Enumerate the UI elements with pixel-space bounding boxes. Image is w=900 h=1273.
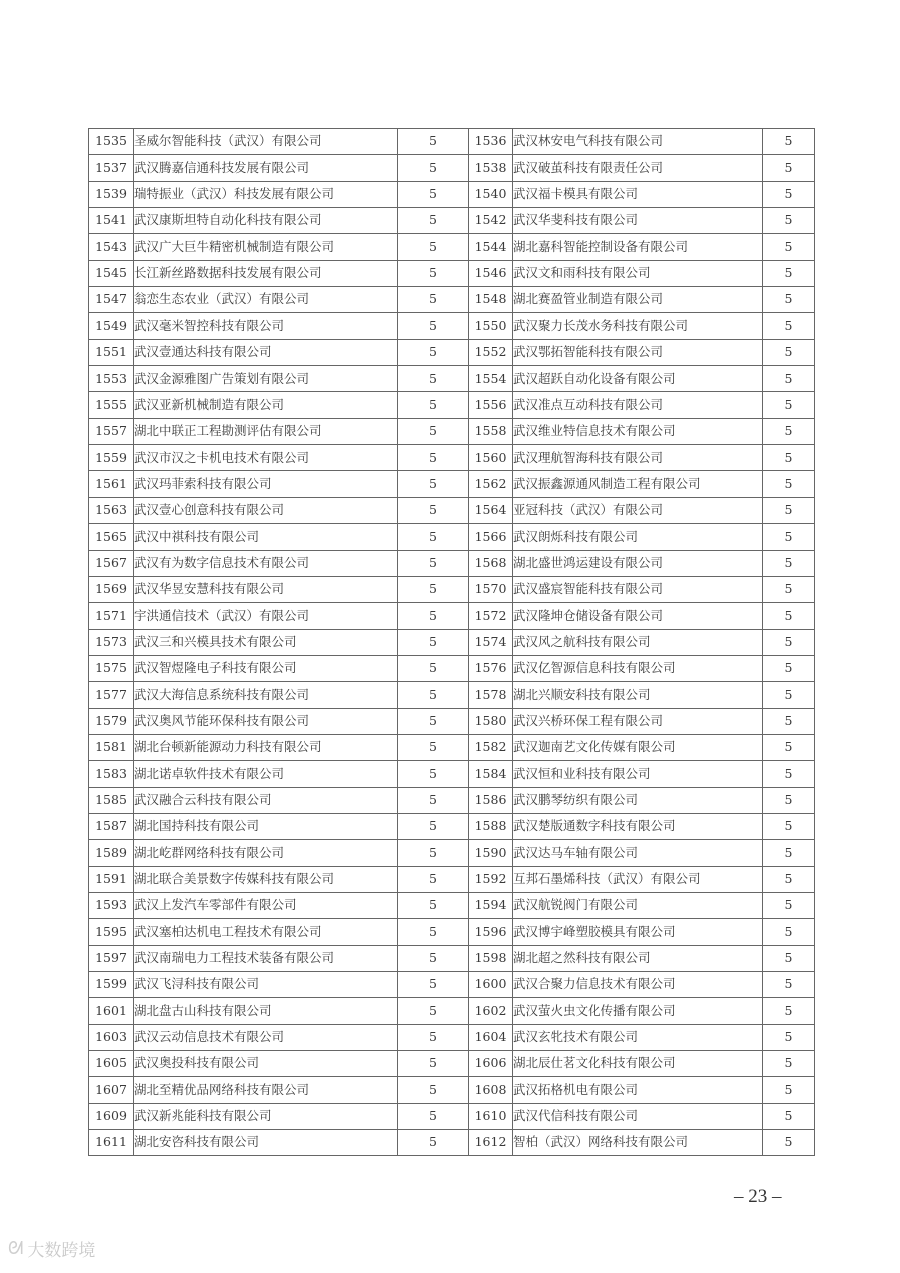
entry-number-right: 1600 [469,972,513,998]
entry-number-right: 1554 [469,366,513,392]
score-right: 5 [763,1130,815,1156]
company-name-left: 武汉康斯坦特自动化科技有限公司 [134,208,398,234]
score-left: 5 [398,734,469,760]
table-row [89,866,815,892]
entry-number-left: 1611 [89,1130,134,1156]
score-left: 5 [398,313,469,339]
entry-number-right: 1584 [469,761,513,787]
company-name-right: 武汉超跃自动化设备有限公司 [513,366,763,392]
entry-number-right: 1612 [469,1130,513,1156]
score-right: 5 [763,576,815,602]
score-right: 5 [763,260,815,286]
score-right: 5 [763,418,815,444]
entry-number-right: 1570 [469,576,513,602]
company-name-right: 武汉理航智海科技有限公司 [513,445,763,471]
entry-number-left: 1549 [89,313,134,339]
table-row [89,260,815,286]
company-name-left: 圣威尔智能科技（武汉）有限公司 [134,129,398,155]
company-name-right: 武汉兴桥环保工程有限公司 [513,708,763,734]
company-name-left: 湖北国持科技有限公司 [134,813,398,839]
company-name-left: 武汉市汉之卡机电技术有限公司 [134,445,398,471]
entry-number-right: 1578 [469,682,513,708]
company-name-right: 武汉玄牝技术有限公司 [513,1024,763,1050]
entry-number-right: 1592 [469,866,513,892]
entry-number-right: 1582 [469,734,513,760]
entry-number-right: 1560 [469,445,513,471]
score-right: 5 [763,392,815,418]
entry-number-right: 1550 [469,313,513,339]
company-name-left: 武汉融合云科技有限公司 [134,787,398,813]
score-right: 5 [763,550,815,576]
score-right: 5 [763,1077,815,1103]
company-name-left: 武汉玛菲索科技有限公司 [134,471,398,497]
score-left: 5 [398,129,469,155]
score-right: 5 [763,313,815,339]
entry-number-left: 1539 [89,181,134,207]
entry-number-right: 1558 [469,418,513,444]
entry-number-left: 1557 [89,418,134,444]
company-name-left: 武汉壹通达科技有限公司 [134,339,398,365]
score-left: 5 [398,550,469,576]
table-row [89,892,815,918]
company-name-left: 湖北至精优品网络科技有限公司 [134,1077,398,1103]
score-left: 5 [398,682,469,708]
entry-number-left: 1543 [89,234,134,260]
score-left: 5 [398,787,469,813]
score-right: 5 [763,682,815,708]
table-row [89,919,815,945]
table-row [89,129,815,155]
score-left: 5 [398,998,469,1024]
table-row [89,313,815,339]
entry-number-left: 1583 [89,761,134,787]
company-name-left: 湖北屹群网络科技有限公司 [134,840,398,866]
entry-number-right: 1594 [469,892,513,918]
score-left: 5 [398,919,469,945]
score-left: 5 [398,471,469,497]
score-left: 5 [398,208,469,234]
entry-number-right: 1604 [469,1024,513,1050]
table-row [89,550,815,576]
score-left: 5 [398,181,469,207]
company-name-right: 湖北辰仕茗文化科技有限公司 [513,1051,763,1077]
table-row [89,840,815,866]
score-left: 5 [398,761,469,787]
table-row [89,234,815,260]
score-left: 5 [398,972,469,998]
entry-number-right: 1566 [469,524,513,550]
company-name-left: 湖北盘古山科技有限公司 [134,998,398,1024]
company-name-right: 湖北赛盈管业制造有限公司 [513,287,763,313]
company-name-left: 武汉奥投科技有限公司 [134,1051,398,1077]
table-row [89,682,815,708]
score-right: 5 [763,366,815,392]
entry-number-left: 1563 [89,497,134,523]
table-row [89,208,815,234]
score-right: 5 [763,629,815,655]
company-name-left: 湖北诺卓软件技术有限公司 [134,761,398,787]
score-right: 5 [763,813,815,839]
entry-number-left: 1595 [89,919,134,945]
company-name-left: 湖北中联正工程勘测评估有限公司 [134,418,398,444]
company-name-right: 武汉维业特信息技术有限公司 [513,418,763,444]
company-name-right: 武汉亿智源信息科技有限公司 [513,655,763,681]
entry-number-left: 1555 [89,392,134,418]
score-left: 5 [398,287,469,313]
score-left: 5 [398,366,469,392]
table-row [89,813,815,839]
score-right: 5 [763,945,815,971]
score-left: 5 [398,418,469,444]
company-name-left: 武汉华昱安慧科技有限公司 [134,576,398,602]
entry-number-left: 1547 [89,287,134,313]
score-left: 5 [398,524,469,550]
score-right: 5 [763,129,815,155]
score-right: 5 [763,655,815,681]
score-left: 5 [398,603,469,629]
company-name-right: 武汉代信科技有限公司 [513,1103,763,1129]
score-left: 5 [398,1024,469,1050]
entry-number-left: 1605 [89,1051,134,1077]
company-name-left: 武汉南瑞电力工程技术装备有限公司 [134,945,398,971]
company-name-left: 湖北联合美景数字传媒科技有限公司 [134,866,398,892]
company-name-left: 武汉三和兴模具技术有限公司 [134,629,398,655]
entry-number-right: 1546 [469,260,513,286]
entry-number-right: 1574 [469,629,513,655]
table-row [89,392,815,418]
company-name-right: 武汉博宇峰塑胶模具有限公司 [513,919,763,945]
company-name-right: 武汉朗烁科技有限公司 [513,524,763,550]
entry-number-left: 1601 [89,998,134,1024]
table-row [89,629,815,655]
table-row [89,418,815,444]
score-left: 5 [398,576,469,602]
company-name-left: 武汉中祺科技有限公司 [134,524,398,550]
score-right: 5 [763,708,815,734]
score-left: 5 [398,1130,469,1156]
entry-number-right: 1610 [469,1103,513,1129]
entry-number-right: 1548 [469,287,513,313]
score-right: 5 [763,208,815,234]
table-row [89,708,815,734]
company-name-right: 武汉破茧科技有限责任公司 [513,155,763,181]
watermark-text: 大数跨境 [27,1241,96,1261]
score-left: 5 [398,629,469,655]
entry-number-left: 1587 [89,813,134,839]
watermark [8,1236,95,1261]
entry-number-right: 1542 [469,208,513,234]
entry-number-left: 1581 [89,734,134,760]
score-right: 5 [763,1051,815,1077]
score-right: 5 [763,181,815,207]
score-right: 5 [763,155,815,181]
score-right: 5 [763,471,815,497]
entry-number-left: 1585 [89,787,134,813]
entry-number-left: 1551 [89,339,134,365]
company-name-right: 武汉迦南艺文化传媒有限公司 [513,734,763,760]
entry-number-left: 1565 [89,524,134,550]
score-left: 5 [398,813,469,839]
table-row [89,787,815,813]
entry-number-left: 1535 [89,129,134,155]
score-left: 5 [398,892,469,918]
entry-number-right: 1602 [469,998,513,1024]
score-right: 5 [763,787,815,813]
table-row [89,1130,815,1156]
company-name-left: 武汉飞浔科技有限公司 [134,972,398,998]
company-name-right: 武汉航锐阀门有限公司 [513,892,763,918]
entry-number-right: 1590 [469,840,513,866]
score-right: 5 [763,734,815,760]
entry-number-right: 1536 [469,129,513,155]
company-name-left: 武汉广大巨牛精密机械制造有限公司 [134,234,398,260]
company-name-right: 湖北盛世鸿运建设有限公司 [513,550,763,576]
entry-number-left: 1559 [89,445,134,471]
score-left: 5 [398,497,469,523]
entry-number-left: 1571 [89,603,134,629]
company-name-right: 武汉盛宸智能科技有限公司 [513,576,763,602]
score-left: 5 [398,866,469,892]
entry-number-left: 1597 [89,945,134,971]
score-right: 5 [763,603,815,629]
table-row [89,497,815,523]
entry-number-right: 1540 [469,181,513,207]
company-name-left: 瑞特振业（武汉）科技发展有限公司 [134,181,398,207]
table-row [89,339,815,365]
score-left: 5 [398,339,469,365]
entry-number-left: 1569 [89,576,134,602]
table-row [89,576,815,602]
entry-number-left: 1561 [89,471,134,497]
company-name-left: 武汉亚新机械制造有限公司 [134,392,398,418]
score-right: 5 [763,866,815,892]
company-name-left: 武汉大海信息系统科技有限公司 [134,682,398,708]
company-name-left: 武汉新兆能科技有限公司 [134,1103,398,1129]
company-name-left: 武汉上发汽车零部件有限公司 [134,892,398,918]
page-number: – 23 – [734,1186,782,1207]
company-name-left: 湖北台顿新能源动力科技有限公司 [134,734,398,760]
score-left: 5 [398,392,469,418]
score-left: 5 [398,155,469,181]
score-left: 5 [398,655,469,681]
company-name-right: 武汉准点互动科技有限公司 [513,392,763,418]
score-right: 5 [763,1103,815,1129]
score-left: 5 [398,234,469,260]
entry-number-left: 1541 [89,208,134,234]
table-row [89,1103,815,1129]
table-row [89,181,815,207]
table-row [89,366,815,392]
entry-number-left: 1591 [89,866,134,892]
score-left: 5 [398,945,469,971]
entry-number-left: 1553 [89,366,134,392]
company-name-right: 武汉聚力长茂水务科技有限公司 [513,313,763,339]
company-name-right: 武汉林安电气科技有限公司 [513,129,763,155]
score-right: 5 [763,1024,815,1050]
company-name-left: 武汉金源雅图广告策划有限公司 [134,366,398,392]
entry-number-right: 1580 [469,708,513,734]
company-name-right: 武汉隆坤仓储设备有限公司 [513,603,763,629]
entry-number-left: 1579 [89,708,134,734]
entry-number-right: 1606 [469,1051,513,1077]
company-name-right: 湖北兴顺安科技有限公司 [513,682,763,708]
score-right: 5 [763,445,815,471]
entry-number-right: 1552 [469,339,513,365]
score-right: 5 [763,892,815,918]
table-row [89,945,815,971]
company-name-right: 湖北嘉科智能控制设备有限公司 [513,234,763,260]
company-name-right: 湖北超之然科技有限公司 [513,945,763,971]
company-name-right: 武汉鹏琴纺织有限公司 [513,787,763,813]
company-name-right: 亚冠科技（武汉）有限公司 [513,497,763,523]
company-list-body [89,129,815,1156]
table-row [89,603,815,629]
company-name-left: 武汉塞柏达机电工程技术有限公司 [134,919,398,945]
table-row [89,734,815,760]
entry-number-right: 1544 [469,234,513,260]
table-row [89,655,815,681]
logo-icon: ᘛ [8,1238,24,1259]
company-name-left: 武汉奥风节能环保科技有限公司 [134,708,398,734]
entry-number-right: 1598 [469,945,513,971]
company-name-left: 宇洪通信技术（武汉）有限公司 [134,603,398,629]
entry-number-right: 1564 [469,497,513,523]
company-name-right: 武汉萤火虫文化传播有限公司 [513,998,763,1024]
company-name-right: 武汉合聚力信息技术有限公司 [513,972,763,998]
table-row [89,1051,815,1077]
entry-number-left: 1609 [89,1103,134,1129]
entry-number-left: 1575 [89,655,134,681]
company-name-right: 武汉风之航科技有限公司 [513,629,763,655]
company-name-left: 武汉有为数字信息技术有限公司 [134,550,398,576]
entry-number-left: 1567 [89,550,134,576]
score-left: 5 [398,445,469,471]
table-row [89,1024,815,1050]
score-left: 5 [398,840,469,866]
score-right: 5 [763,919,815,945]
table-row [89,1077,815,1103]
company-name-left: 湖北安咨科技有限公司 [134,1130,398,1156]
table-row [89,761,815,787]
score-left: 5 [398,1103,469,1129]
company-name-right: 武汉鄂拓智能科技有限公司 [513,339,763,365]
table-row [89,471,815,497]
score-right: 5 [763,524,815,550]
company-name-right: 武汉福卡模具有限公司 [513,181,763,207]
company-name-left: 长江新丝路数据科技发展有限公司 [134,260,398,286]
entry-number-left: 1545 [89,260,134,286]
entry-number-left: 1599 [89,972,134,998]
table-row [89,155,815,181]
company-name-left: 武汉壹心创意科技有限公司 [134,497,398,523]
entry-number-left: 1603 [89,1024,134,1050]
score-left: 5 [398,1077,469,1103]
entry-number-right: 1608 [469,1077,513,1103]
score-left: 5 [398,260,469,286]
company-name-right: 武汉振鑫源通风制造工程有限公司 [513,471,763,497]
entry-number-right: 1576 [469,655,513,681]
score-right: 5 [763,234,815,260]
company-name-right: 互邦石墨烯科技（武汉）有限公司 [513,866,763,892]
company-list-table [88,128,815,1156]
table-row [89,972,815,998]
score-left: 5 [398,1051,469,1077]
entry-number-left: 1593 [89,892,134,918]
table-row [89,445,815,471]
company-name-right: 智柏（武汉）网络科技有限公司 [513,1130,763,1156]
entry-number-left: 1589 [89,840,134,866]
score-left: 5 [398,708,469,734]
score-right: 5 [763,497,815,523]
company-name-left: 武汉毫米智控科技有限公司 [134,313,398,339]
entry-number-right: 1588 [469,813,513,839]
entry-number-left: 1577 [89,682,134,708]
score-right: 5 [763,840,815,866]
company-name-right: 武汉恒和业科技有限公司 [513,761,763,787]
company-name-right: 武汉文和雨科技有限公司 [513,260,763,286]
score-right: 5 [763,287,815,313]
company-name-right: 武汉达马车轴有限公司 [513,840,763,866]
entry-number-left: 1607 [89,1077,134,1103]
score-right: 5 [763,972,815,998]
company-name-right: 武汉楚版通数字科技有限公司 [513,813,763,839]
company-name-left: 武汉智煜隆电子科技有限公司 [134,655,398,681]
table-row [89,524,815,550]
entry-number-right: 1562 [469,471,513,497]
score-right: 5 [763,998,815,1024]
entry-number-left: 1573 [89,629,134,655]
table-row [89,287,815,313]
entry-number-right: 1568 [469,550,513,576]
company-name-left: 武汉云动信息技术有限公司 [134,1024,398,1050]
table-row [89,998,815,1024]
company-name-left: 翁恋生态农业（武汉）有限公司 [134,287,398,313]
company-name-right: 武汉拓格机电有限公司 [513,1077,763,1103]
score-right: 5 [763,761,815,787]
entry-number-right: 1586 [469,787,513,813]
entry-number-right: 1572 [469,603,513,629]
entry-number-right: 1596 [469,919,513,945]
entry-number-right: 1538 [469,155,513,181]
company-name-left: 武汉腾嘉信通科技发展有限公司 [134,155,398,181]
entry-number-right: 1556 [469,392,513,418]
score-right: 5 [763,339,815,365]
entry-number-left: 1537 [89,155,134,181]
company-name-right: 武汉华斐科技有限公司 [513,208,763,234]
